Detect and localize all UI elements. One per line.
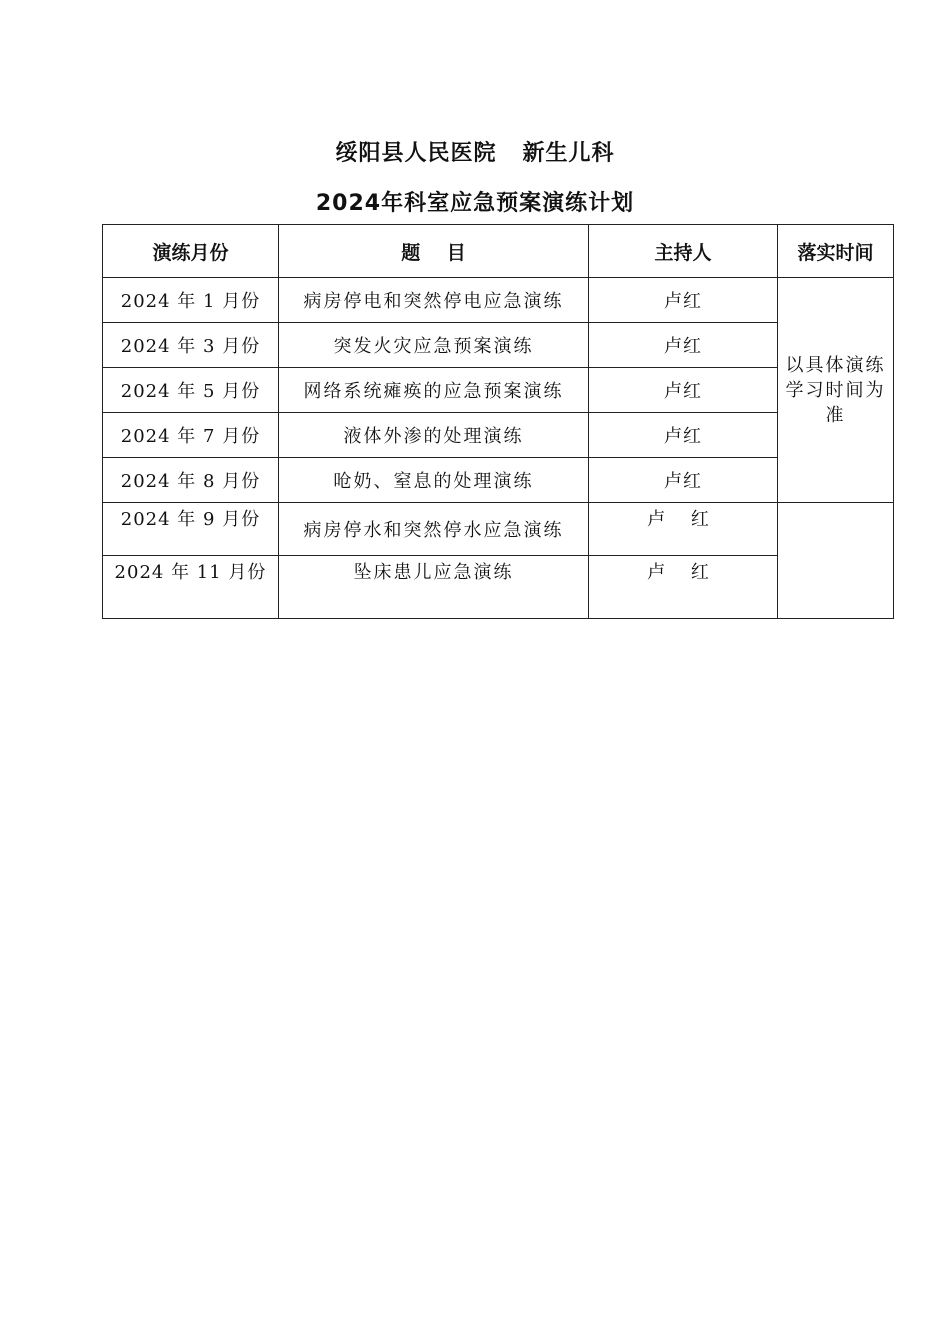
table-row — [103, 458, 894, 503]
header-host: 主持人 — [589, 225, 778, 278]
row-month: 2024 年 3 月份 — [103, 323, 279, 368]
table-row — [103, 323, 894, 368]
header-schedule: 落实时间 — [778, 225, 894, 278]
row-month: 2024 年 7 月份 — [103, 413, 279, 458]
document-subtitle: 2024年科室应急预案演练计划 — [315, 191, 635, 216]
header-topic: 题 目 — [279, 225, 589, 278]
header-month: 演练月份 — [103, 225, 279, 278]
row-topic: 坠床患儿应急演练 — [279, 556, 589, 619]
table-row — [103, 368, 894, 413]
table-header-row — [103, 225, 894, 278]
row-host: 卢红 — [589, 323, 778, 368]
row-month: 2024 年 5 月份 — [103, 368, 279, 413]
row-host: 卢红 — [589, 413, 778, 458]
row-month: 2024 年 9 月份 — [103, 503, 279, 556]
table-row — [103, 503, 894, 556]
schedule-note: 以具体演练学习时间为准 — [778, 278, 894, 503]
document-title: 绥阳县人民医院 新生儿科 — [335, 141, 615, 166]
row-month: 2024 年 1 月份 — [103, 278, 279, 323]
row-host: 卢 红 — [589, 556, 778, 619]
drill-plan-table — [102, 224, 894, 619]
row-topic: 突发火灾应急预案演练 — [279, 323, 589, 368]
row-host: 卢红 — [589, 278, 778, 323]
table-row — [103, 413, 894, 458]
row-month: 2024 年 8 月份 — [103, 458, 279, 503]
row-topic: 液体外渗的处理演练 — [279, 413, 589, 458]
row-topic: 网络系统瘫痪的应急预案演练 — [279, 368, 589, 413]
row-host: 卢红 — [589, 368, 778, 413]
row-month: 2024 年 11 月份 — [103, 556, 279, 619]
row-host: 卢 红 — [589, 503, 778, 556]
row-topic: 病房停水和突然停水应急演练 — [279, 503, 589, 556]
table-row — [103, 556, 894, 619]
schedule-empty-cell — [778, 503, 894, 619]
row-host: 卢红 — [589, 458, 778, 503]
row-topic: 病房停电和突然停电应急演练 — [279, 278, 589, 323]
row-topic: 呛奶、窒息的处理演练 — [279, 458, 589, 503]
table-row — [103, 278, 894, 323]
